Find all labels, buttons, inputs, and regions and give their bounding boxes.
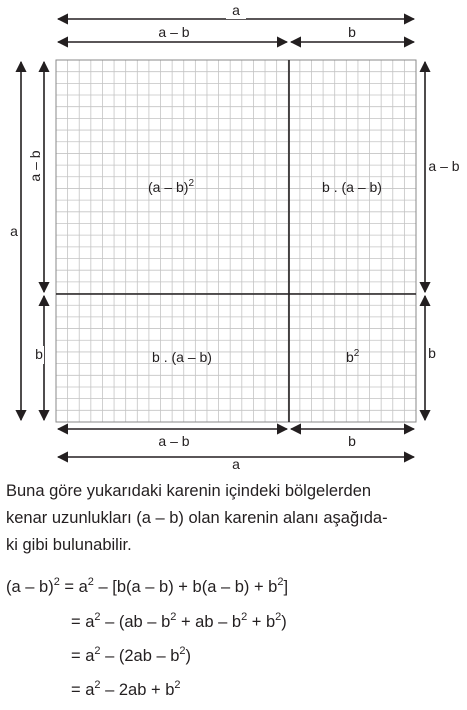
region-top-left-label xyxy=(148,178,194,195)
explanation-paragraph xyxy=(6,478,461,559)
paragraph-line-1: Buna göre yukarıdaki karenin içindeki bölgelerden xyxy=(6,482,372,500)
top-dimension-amb xyxy=(58,24,287,42)
top-label-a: a xyxy=(232,2,240,18)
top-dimension-b xyxy=(291,24,414,42)
region-bottom-right-exponent: 2 xyxy=(353,348,360,359)
equation-line-2: = $a^2 - (ab - b^2$ + ab – $b^2 + b^2$) xyxy=(71,611,287,631)
bottom-label-b: b xyxy=(348,433,356,449)
top-label-amb: a – b xyxy=(158,24,190,40)
region-bottom-right-base: b xyxy=(346,349,354,365)
region-bottom-left-label: b . (a – b) xyxy=(152,349,212,365)
bottom-dimension-a xyxy=(58,456,414,470)
right-label-b: b xyxy=(428,345,436,361)
left-label-amb: a – b xyxy=(27,150,43,182)
right-dimension-b xyxy=(425,296,436,420)
right-dimension-amb xyxy=(425,62,461,292)
left-dimension-amb xyxy=(27,62,44,292)
region-top-right-label: b . (a – b) xyxy=(322,179,382,195)
equation-line-1: $(a - b)^2 = a^2 - [b(a - b) + b(a - b) + b^2]$ xyxy=(6,576,289,596)
bottom-dimension-amb xyxy=(58,429,287,449)
paragraph-line-2: kenar uzunlukları (a – b) olan karenin alanı aşağıda- xyxy=(6,509,388,527)
left-dimension-b xyxy=(32,296,44,420)
equation-line-3: = $a^2 - (2ab - b^2)$ xyxy=(71,645,192,665)
top-label-b: b xyxy=(348,24,356,40)
right-label-amb: a – b xyxy=(428,158,460,174)
bottom-label-a: a xyxy=(232,456,240,470)
grid-lines xyxy=(56,60,416,422)
region-top-left-exponent: 2 xyxy=(188,178,195,189)
top-dimension-a xyxy=(58,2,414,19)
paragraph-line-3: ki gibi bulunabilir. xyxy=(6,536,132,554)
equation-line-4: = $a^2 - 2ab + b^2$ xyxy=(71,679,181,699)
left-label-b: b xyxy=(35,346,43,362)
bottom-label-amb: a – b xyxy=(158,433,190,449)
bottom-dimension-b xyxy=(291,429,414,449)
left-label-a: a xyxy=(10,223,18,239)
left-dimension-a xyxy=(6,62,21,420)
square-outline xyxy=(56,60,416,422)
region-top-left-base: (a – b) xyxy=(148,179,189,195)
